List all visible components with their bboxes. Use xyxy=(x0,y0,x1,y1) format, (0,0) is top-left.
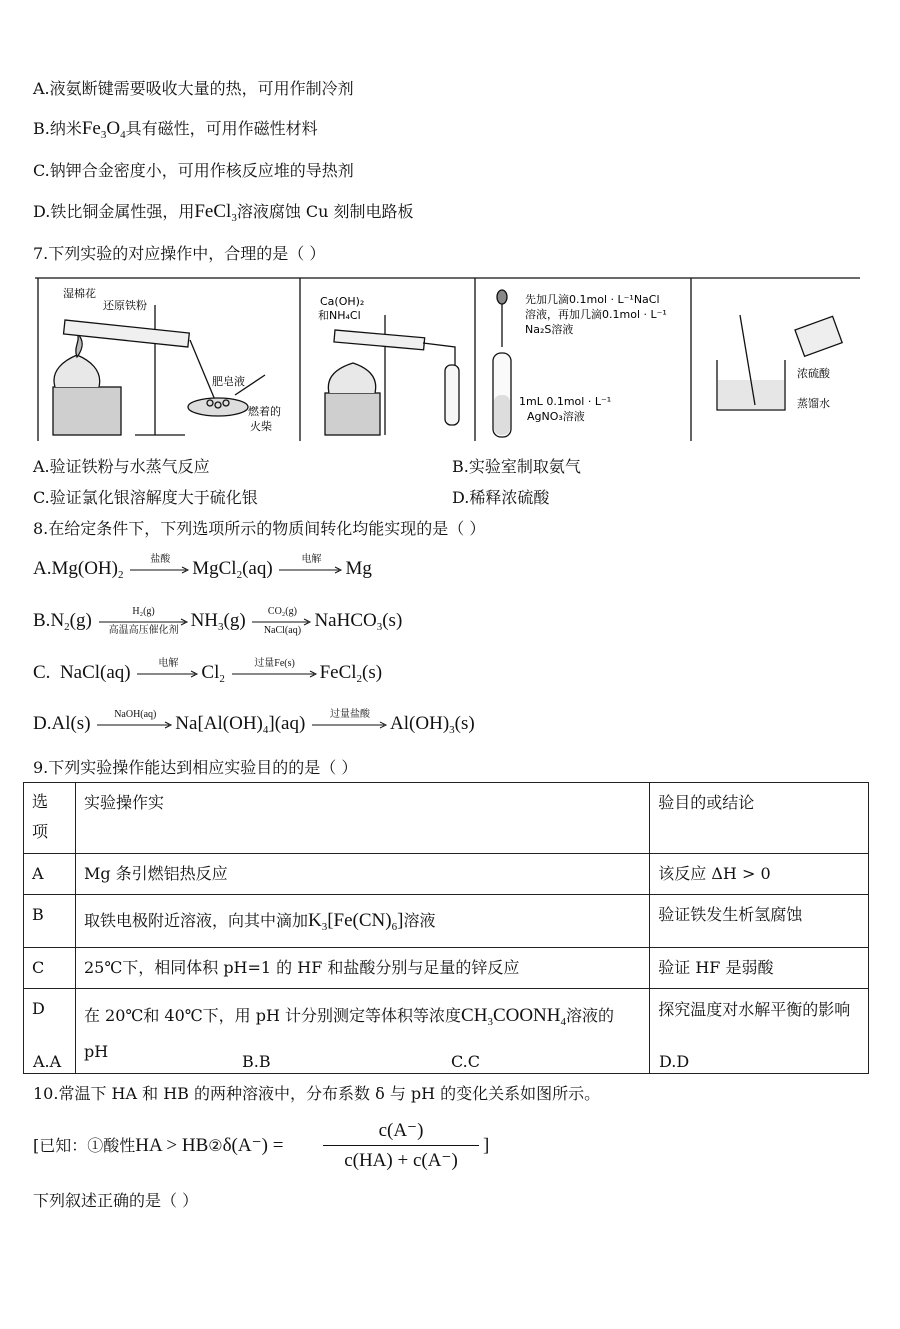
panel-c-test-tube xyxy=(493,290,511,437)
q9-option-d[interactable]: D.D xyxy=(659,1052,690,1071)
header-option: 选项 xyxy=(24,783,76,854)
panel-a-iron-steam xyxy=(53,305,265,435)
label-distilled-water: 蒸馏水 xyxy=(797,397,830,410)
q6-option-a[interactable]: A.液氨断键需要吸收大量的热，可用作制冷剂 xyxy=(33,79,354,98)
panel-d-dilution xyxy=(717,315,842,410)
table-header-row xyxy=(24,783,869,854)
label-soap-solution: 肥皂液 xyxy=(212,375,245,388)
q10-stem: 10.常温下 HA 和 HB 的两种溶液中，分布系数 δ 与 pH 的变化关系如图所示。 xyxy=(33,1084,601,1103)
label-burning: 燃着的 xyxy=(248,405,281,418)
q6-option-d[interactable]: D.铁比铜金属性强，用FeCl$_3$溶液腐蚀 Cu 刻制电路板 xyxy=(33,201,414,224)
label-reduced-iron: 还原铁粉 xyxy=(103,299,147,312)
table-row xyxy=(24,895,869,948)
q9-option-c[interactable]: C.C xyxy=(451,1052,480,1071)
row-a-option: A xyxy=(24,854,76,895)
label-c3: Na₂S溶液 xyxy=(525,323,574,336)
q8-option-b[interactable]: $B.N_2(g)$ H₂(g) 高温高压催化剂 $NH_3(g)$ CO₂(g) NaCl(aq) NaHCO$_3$(s) xyxy=(33,605,403,636)
q7-option-c[interactable]: C.验证氯化银溶解度大于硫化银 xyxy=(33,488,258,507)
row-a-operation: Mg 条引燃铝热反应 xyxy=(75,854,649,895)
q6-option-c[interactable]: C.钠钾合金密度小，可用作核反应堆的导热剂 xyxy=(33,161,354,180)
q10-ask: 下列叙述正确的是（ ） xyxy=(33,1191,199,1210)
label-caoh2: Ca(OH)₂ xyxy=(320,295,365,308)
label-match: 火柴 xyxy=(250,420,272,433)
fraction-numerator: c(A⁻) xyxy=(378,1120,424,1141)
q7-stem: 7.下列实验的对应操作中，合理的是（ ） xyxy=(33,244,326,263)
label-c4: 1mL 0.1mol · L⁻¹ xyxy=(519,395,612,408)
header-operation: 实验操作实 xyxy=(75,783,649,854)
row-c-result: 验证 HF 是弱酸 xyxy=(650,948,869,989)
row-b-result: 验证铁发生析氢腐蚀 xyxy=(650,895,869,948)
q8-stem: 8.在给定条件下，下列选项所示的物质间转化均能实现的是（ ） xyxy=(33,519,486,538)
q9-option-b[interactable]: B.B xyxy=(242,1052,271,1071)
q9-option-a[interactable]: A.A xyxy=(33,1052,62,1071)
row-d-option: D xyxy=(24,989,76,1074)
q7-option-d[interactable]: D.稀释浓硫酸 xyxy=(452,488,550,507)
q7-option-a[interactable]: A.验证铁粉与水蒸气反应 xyxy=(33,457,210,476)
label-c2: 溶液，再加几滴0.1mol · L⁻¹ xyxy=(525,308,667,321)
q6-option-b[interactable]: B.纳米$Fe_3O_4$具有磁性，可用作磁性材料 xyxy=(33,118,318,141)
q7-apparatus-figure xyxy=(35,275,860,445)
q8-option-a[interactable]: $A.Mg(OH)_2$ 盐酸 MgCl$_2$(aq) 电解 Mg xyxy=(33,553,372,581)
row-b-option: B xyxy=(24,895,76,948)
label-wet-cotton: 湿棉花 xyxy=(63,287,96,300)
q9-table xyxy=(23,782,869,1074)
row-d-operation: 在 20℃和 40℃下，用 pH 计分别测定等体积等浓度$CH_3COONH_4$溶液的 pH xyxy=(75,989,649,1074)
table-row xyxy=(24,854,869,895)
table-row xyxy=(24,989,869,1074)
label-conc-sulfuric: 浓硫酸 xyxy=(797,367,830,380)
q8-option-d[interactable]: D.Al(s) NaOH(aq) $Na[Al(OH)_4](aq)$ 过量盐酸 $Al(OH)_3(s)$ xyxy=(33,708,475,736)
panel-b-ammonia xyxy=(325,315,459,435)
label-c5: AgNO₃溶液 xyxy=(527,410,585,423)
header-result: 验目的或结论 xyxy=(650,783,869,854)
row-c-option: C xyxy=(24,948,76,989)
row-c-operation: 25℃下，相同体积 pH=1 的 HF 和盐酸分别与足量的锌反应 xyxy=(75,948,649,989)
q9-stem: 9.下列实验操作能达到相应实验目的的是（ ） xyxy=(33,758,358,777)
q7-option-b[interactable]: B.实验室制取氨气 xyxy=(452,457,581,476)
label-c1: 先加几滴0.1mol · L⁻¹NaCl xyxy=(525,293,660,306)
row-b-operation: 取铁电极附近溶液，向其中滴加$K_3[Fe(CN)_6]$溶液 xyxy=(75,895,649,948)
q8-option-c[interactable]: C. NaCl(aq) 电解 $Cl_2$ 过量Fe(s) FeCl$_2$(s) xyxy=(33,657,383,685)
fraction-denominator: c(HA) + c(A⁻) xyxy=(344,1150,458,1171)
row-a-result: 该反应 ΔH > 0 xyxy=(650,854,869,895)
label-nh4cl: 和NH₄Cl xyxy=(318,309,361,322)
row-d-result: 探究温度对水解平衡的影响 xyxy=(650,989,869,1074)
table-row xyxy=(24,948,869,989)
